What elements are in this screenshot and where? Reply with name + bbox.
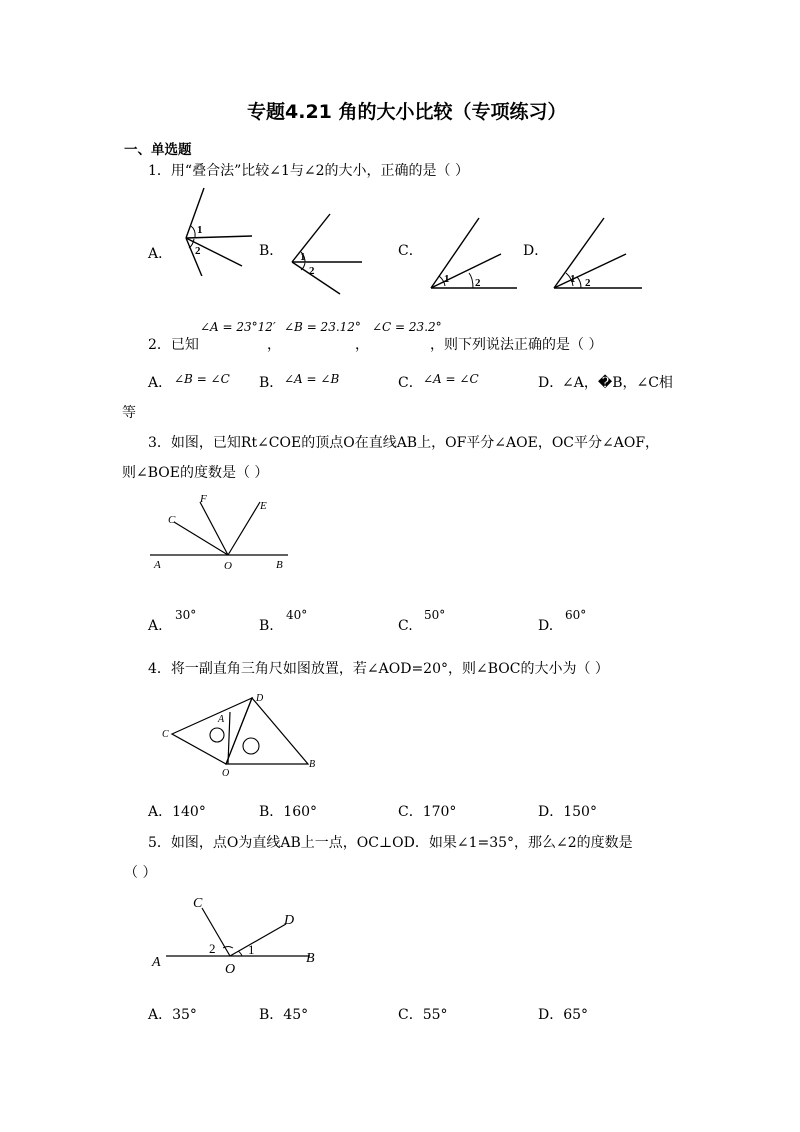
- q1d-label-2: 2: [585, 277, 591, 289]
- q4-label-B: B: [309, 759, 316, 770]
- q5-option-a: A．35°: [148, 1007, 197, 1023]
- q1-figure-d: [548, 206, 648, 296]
- q4-option-d: D．150°: [538, 804, 597, 820]
- q1-option-a-label: A．: [148, 246, 173, 262]
- section-heading: 一、单选题: [124, 142, 192, 158]
- question-3-line-2: 则∠BOE的度数是（ ）: [122, 465, 269, 481]
- q3-label-F: F: [200, 493, 207, 505]
- q2-expr-b: ∠B = 23.12°: [284, 320, 361, 334]
- q5-label-C: C: [193, 896, 203, 911]
- q1c-label-2: 2: [475, 277, 481, 289]
- page-title: 专题4.21 角的大小比较（专项练习）: [247, 101, 567, 123]
- q1-figure-a: [176, 186, 256, 276]
- q2-option-d-wrap: 等: [122, 405, 136, 421]
- q5-label-O: O: [225, 962, 236, 977]
- q5-label-1: 1: [248, 942, 255, 957]
- q3-label-O: O: [224, 560, 232, 572]
- q3-figure: [148, 490, 298, 575]
- q2-option-a-value: ∠B = ∠C: [174, 372, 230, 386]
- q3-option-b-label: B.: [259, 618, 274, 634]
- q1a-label-2: 2: [195, 245, 201, 257]
- q5-label-D: D: [284, 913, 295, 928]
- question-5-line-1: 5．如图，点O为直线AB上一点，OC⊥OD．如果∠1=35°，那么∠2的度数是: [148, 835, 633, 851]
- q5-figure: [150, 890, 325, 980]
- q1-option-c-label: C．: [398, 243, 423, 259]
- question-4-text: 4．将一副直角三角尺如图放置，若∠AOD=20°，则∠BOC的大小为（ ）: [148, 661, 609, 677]
- q3-option-c-label: C.: [398, 618, 413, 634]
- q2-option-a-label: A．: [148, 375, 173, 391]
- q2-sep-2: ，: [355, 337, 369, 353]
- q1b-label-1: 1: [300, 251, 306, 263]
- q1-option-b-label: B．: [259, 243, 284, 259]
- question-1-text: 1．用“叠合法”比较∠1与∠2的大小，正确的是（ ）: [148, 163, 469, 179]
- q1-option-d-label: D．: [523, 243, 549, 259]
- q2-option-b-value: ∠A = ∠B: [284, 372, 340, 386]
- q3-label-E: E: [260, 500, 267, 512]
- q4-figure: [160, 688, 325, 780]
- question-3-line-1: 3．如图，已知Rt∠COE的顶点O在直线AB上，OF平分∠AOE，OC平分∠AOF，: [148, 435, 660, 451]
- q5-label-A: A: [152, 955, 161, 970]
- q2-option-c-label: C．: [398, 375, 423, 391]
- q2-expr-a: ∠A = 23°12′: [200, 320, 276, 334]
- q4-label-C: C: [162, 729, 169, 740]
- q5-label-2: 2: [209, 941, 216, 956]
- q4-option-a: A．140°: [148, 804, 206, 820]
- question-5-line-2: （ ）: [124, 865, 157, 881]
- q4-option-b: B．160°: [259, 804, 318, 820]
- q3-option-d-label: D.: [538, 618, 554, 634]
- q4-label-A: A: [218, 714, 225, 725]
- q2-option-d-label: D．: [538, 375, 564, 391]
- q3-option-a-value: 30°: [175, 608, 197, 622]
- q2-expr-c: ∠C = 23.2°: [372, 320, 442, 334]
- q5-option-d: D．65°: [538, 1007, 589, 1023]
- q1d-label-1: 1: [570, 273, 576, 285]
- q3-option-c-value: 50°: [424, 608, 446, 622]
- q4-option-c: C．170°: [398, 804, 457, 820]
- q4-label-D: D: [256, 693, 264, 704]
- question-2-prefix: 2．已知: [148, 337, 199, 353]
- q3-label-A: A: [154, 559, 161, 571]
- q2-option-c-value: ∠A = ∠C: [423, 372, 479, 386]
- q2-sep-1: ，: [267, 337, 281, 353]
- q1-figure-c: [425, 206, 525, 296]
- q3-label-C: C: [168, 514, 176, 526]
- q4-label-O: O: [222, 768, 230, 779]
- q1c-label-1: 1: [444, 273, 450, 285]
- q3-option-d-value: 60°: [565, 608, 587, 622]
- q1b-label-2: 2: [309, 265, 315, 277]
- q1a-label-1: 1: [197, 224, 203, 236]
- q2-suffix: ，则下列说法正确的是（ ）: [430, 337, 603, 353]
- q3-option-a-label: A.: [148, 618, 163, 634]
- q5-option-b: B．45°: [259, 1007, 309, 1023]
- q5-label-B: B: [306, 951, 315, 966]
- q5-option-c: C．55°: [398, 1007, 448, 1023]
- q1-figure-b: [284, 210, 374, 300]
- q3-label-B: B: [276, 559, 283, 571]
- q2-option-b-label: B．: [259, 375, 284, 391]
- q3-option-b-value: 40°: [286, 608, 308, 622]
- q2-option-d-value: ∠A，�B，∠C相: [562, 375, 673, 391]
